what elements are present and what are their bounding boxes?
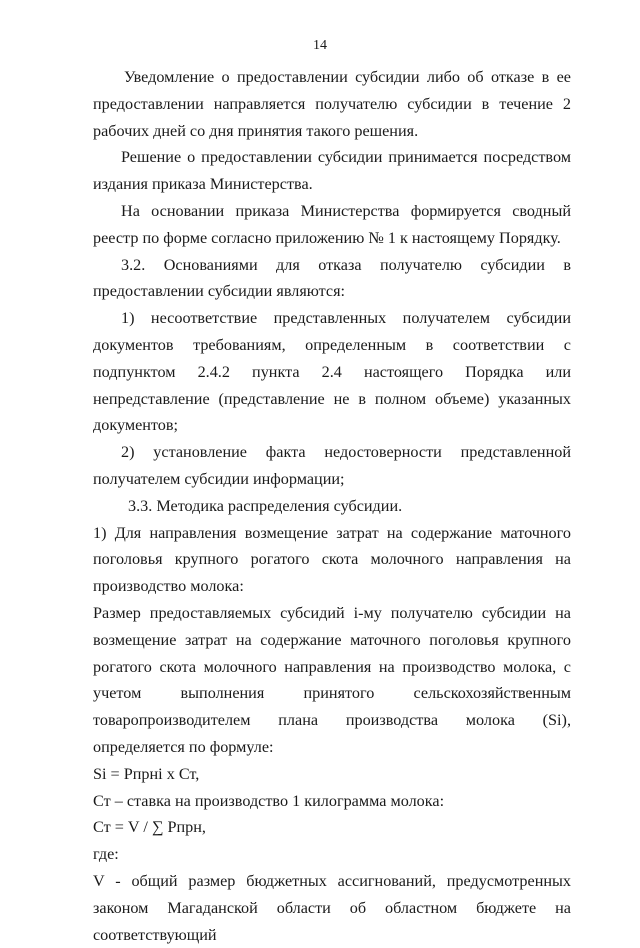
paragraph-where: где: <box>93 845 119 864</box>
paragraph-3-3-heading: 3.3. Методика распределения субсидии. <box>128 496 403 515</box>
paragraph-rate-definition: Ст – ставка на производство 1 килограмма молока: <box>93 791 445 810</box>
paragraph-3-2-heading: 3.2. Основаниями для отказа получателю субсидии в предоставлении субсидии являются: <box>93 255 571 301</box>
paragraph-direction-1: 1) Для направления возмещение затрат на содержание маточного поголовья крупного рогатого скота молочного направления на производство молока: <box>93 523 571 596</box>
paragraph-refusal-item-1: 1) несоответствие представленных получателем субсидии документов требованиям, определенным в соответствии с подпунктом 2.4.2 пункта 2.4 настоящего Порядка или непредставление (представление не в полном объеме) указанных документов; <box>93 309 571 435</box>
paragraph-subsidy-size: Размер предоставляемых субсидий i-му получателю субсидии на возмещение затрат на содержание маточного поголовья крупного рогатого скота молочного направления на производство молока, с учетом выполнения принятого сельскохозяйственным товаропроизводителем плана производства молока (Si), определяется по формуле: <box>93 603 571 756</box>
paragraph-notification: Уведомление о предоставлении субсидии либо об отказе в ее предоставлении направляется получателю субсидии в течение 2 рабочих дней со дня принятия такого решения. <box>93 68 571 140</box>
formula-rate: Ст = V / ∑ Рпрн, <box>93 818 206 837</box>
document-body <box>93 64 571 948</box>
paragraph-refusal-item-2: 2) установление факта недостоверности представленной получателем субсидии информации; <box>93 443 571 488</box>
paragraph-registry: На основании приказа Министерства формируется сводный реестр по форме согласно приложению № 1 к настоящему Порядку. <box>93 201 571 247</box>
page-number: 14 <box>313 38 327 53</box>
paragraph-v-definition: V - общий размер бюджетных ассигнований, предусмотренных законом Магаданской области об областном бюджете на соответствующий <box>93 871 571 944</box>
formula-si: Si = Рпрнi х Ст, <box>93 764 200 783</box>
paragraph-decision: Решение о предоставлении субсидии принимается посредством издания приказа Министерства. <box>93 148 571 194</box>
